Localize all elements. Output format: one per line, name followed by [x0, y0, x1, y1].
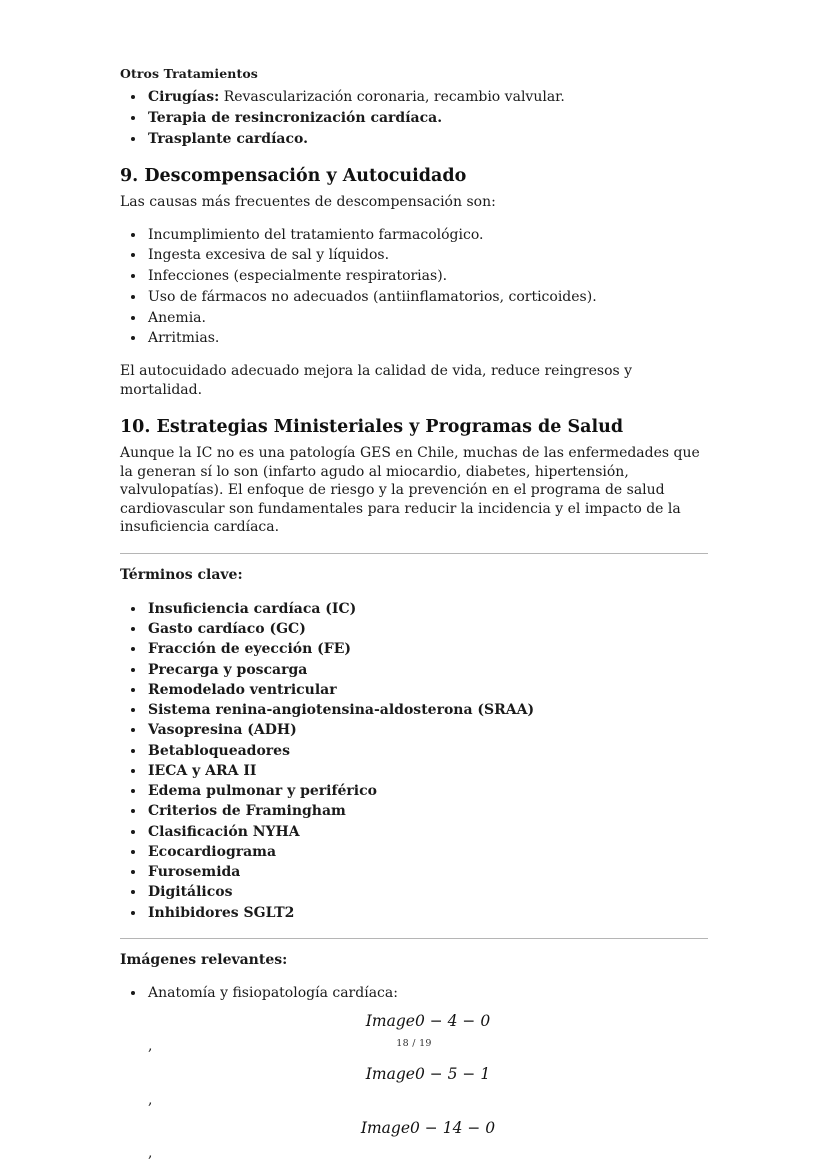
term-item: • Remodelado ventricular [146, 681, 708, 700]
image-group-label: Anatomía y fisiopatología cardíaca: [148, 984, 398, 1001]
section-10-body: Aunque la IC no es una patología GES en Chile, muchas de las enfermedades que la generan sí lo son (infarto agudo al miocardio, diabetes, hipertensión, valvulopatías). El enfoque de riesgo y la prevención en el programa de salud cardiovascular son fundamentales para reducir la incidencia y el impacto de la insuficiencia cardíaca. [120, 445, 700, 536]
term-item: • Fracción de eyección (FE) [146, 640, 708, 659]
term-item: • Vasopresina (ADH) [146, 721, 708, 740]
list-item [146, 130, 708, 149]
otros-tratamientos-list [120, 88, 708, 148]
list-item: • Anemia. [146, 309, 708, 328]
list-item [146, 88, 708, 107]
item-rest-text: Revascularización coronaria, recambio valvular. [219, 89, 565, 105]
key-terms-list [120, 600, 708, 923]
term-item: • Gasto cardíaco (GC) [146, 620, 708, 639]
image-formula: Image0 − 14 − 0 [360, 1118, 496, 1137]
term-item: • Insuficiencia cardíaca (IC) [146, 600, 708, 619]
term-item: • Betabloqueadores [146, 742, 708, 761]
term-item: • Precarga y poscarga [146, 661, 708, 680]
term-item: • Sistema renina-angiotensina-aldosterona (SRAA) [146, 701, 708, 720]
item-bold-text: Cirugías: [148, 89, 220, 105]
formula-block [148, 1011, 708, 1163]
separator-comma: , [148, 1091, 153, 1108]
list-item [146, 109, 708, 128]
section-9-intro: Las causas más frecuentes de descompensación son: [120, 194, 496, 211]
list-item [146, 984, 708, 1163]
term-item: • Criterios de Framingham [146, 802, 708, 821]
separator-comma: , [148, 1145, 153, 1162]
page-number: 18 / 19 [396, 1038, 432, 1049]
term-item: • Furosemida [146, 863, 708, 882]
list-item: • Uso de fármacos no adecuados (antiinflamatorios, corticoides). [146, 288, 708, 307]
section-10-heading: 10. Estrategias Ministeriales y Programas de Salud [120, 417, 624, 438]
term-item: • IECA y ARA II [146, 762, 708, 781]
section-9-outro: El autocuidado adecuado mejora la calidad de vida, reduce reingresos y mortalidad. [120, 363, 633, 398]
divider [120, 553, 708, 554]
relevant-images-list [120, 984, 708, 1163]
terminos-clave-title: Términos clave: [120, 566, 243, 583]
term-item: • Digitálicos [146, 883, 708, 902]
image-formula: Image0 − 4 − 0 [365, 1011, 491, 1030]
imagenes-relevantes-title: Imágenes relevantes: [120, 952, 288, 969]
term-item: • Clasificación NYHA [146, 823, 708, 842]
item-bold-text: Terapia de resincronización cardíaca. [148, 109, 443, 126]
section-9-heading: 9. Descompensación y Autocuidado [120, 166, 467, 187]
separator-comma: , [148, 1038, 153, 1055]
list-item: • Incumplimiento del tratamiento farmacológico. [146, 226, 708, 245]
otros-tratamientos-title: Otros Tratamientos [120, 66, 258, 81]
list-item: • Arritmias. [146, 329, 708, 348]
term-item: • Ecocardiograma [146, 843, 708, 862]
term-item: • Inhibidores SGLT2 [146, 904, 708, 923]
list-item: • Ingesta excesiva de sal y líquidos. [146, 246, 708, 265]
list-item: • Infecciones (especialmente respiratorias). [146, 267, 708, 286]
image-formula: Image0 − 5 − 1 [365, 1065, 491, 1084]
item-bold-text: Trasplante cardíaco. [148, 130, 308, 147]
divider [120, 938, 708, 939]
decompensation-causes-list [120, 226, 708, 349]
term-item: • Edema pulmonar y periférico [146, 782, 708, 801]
